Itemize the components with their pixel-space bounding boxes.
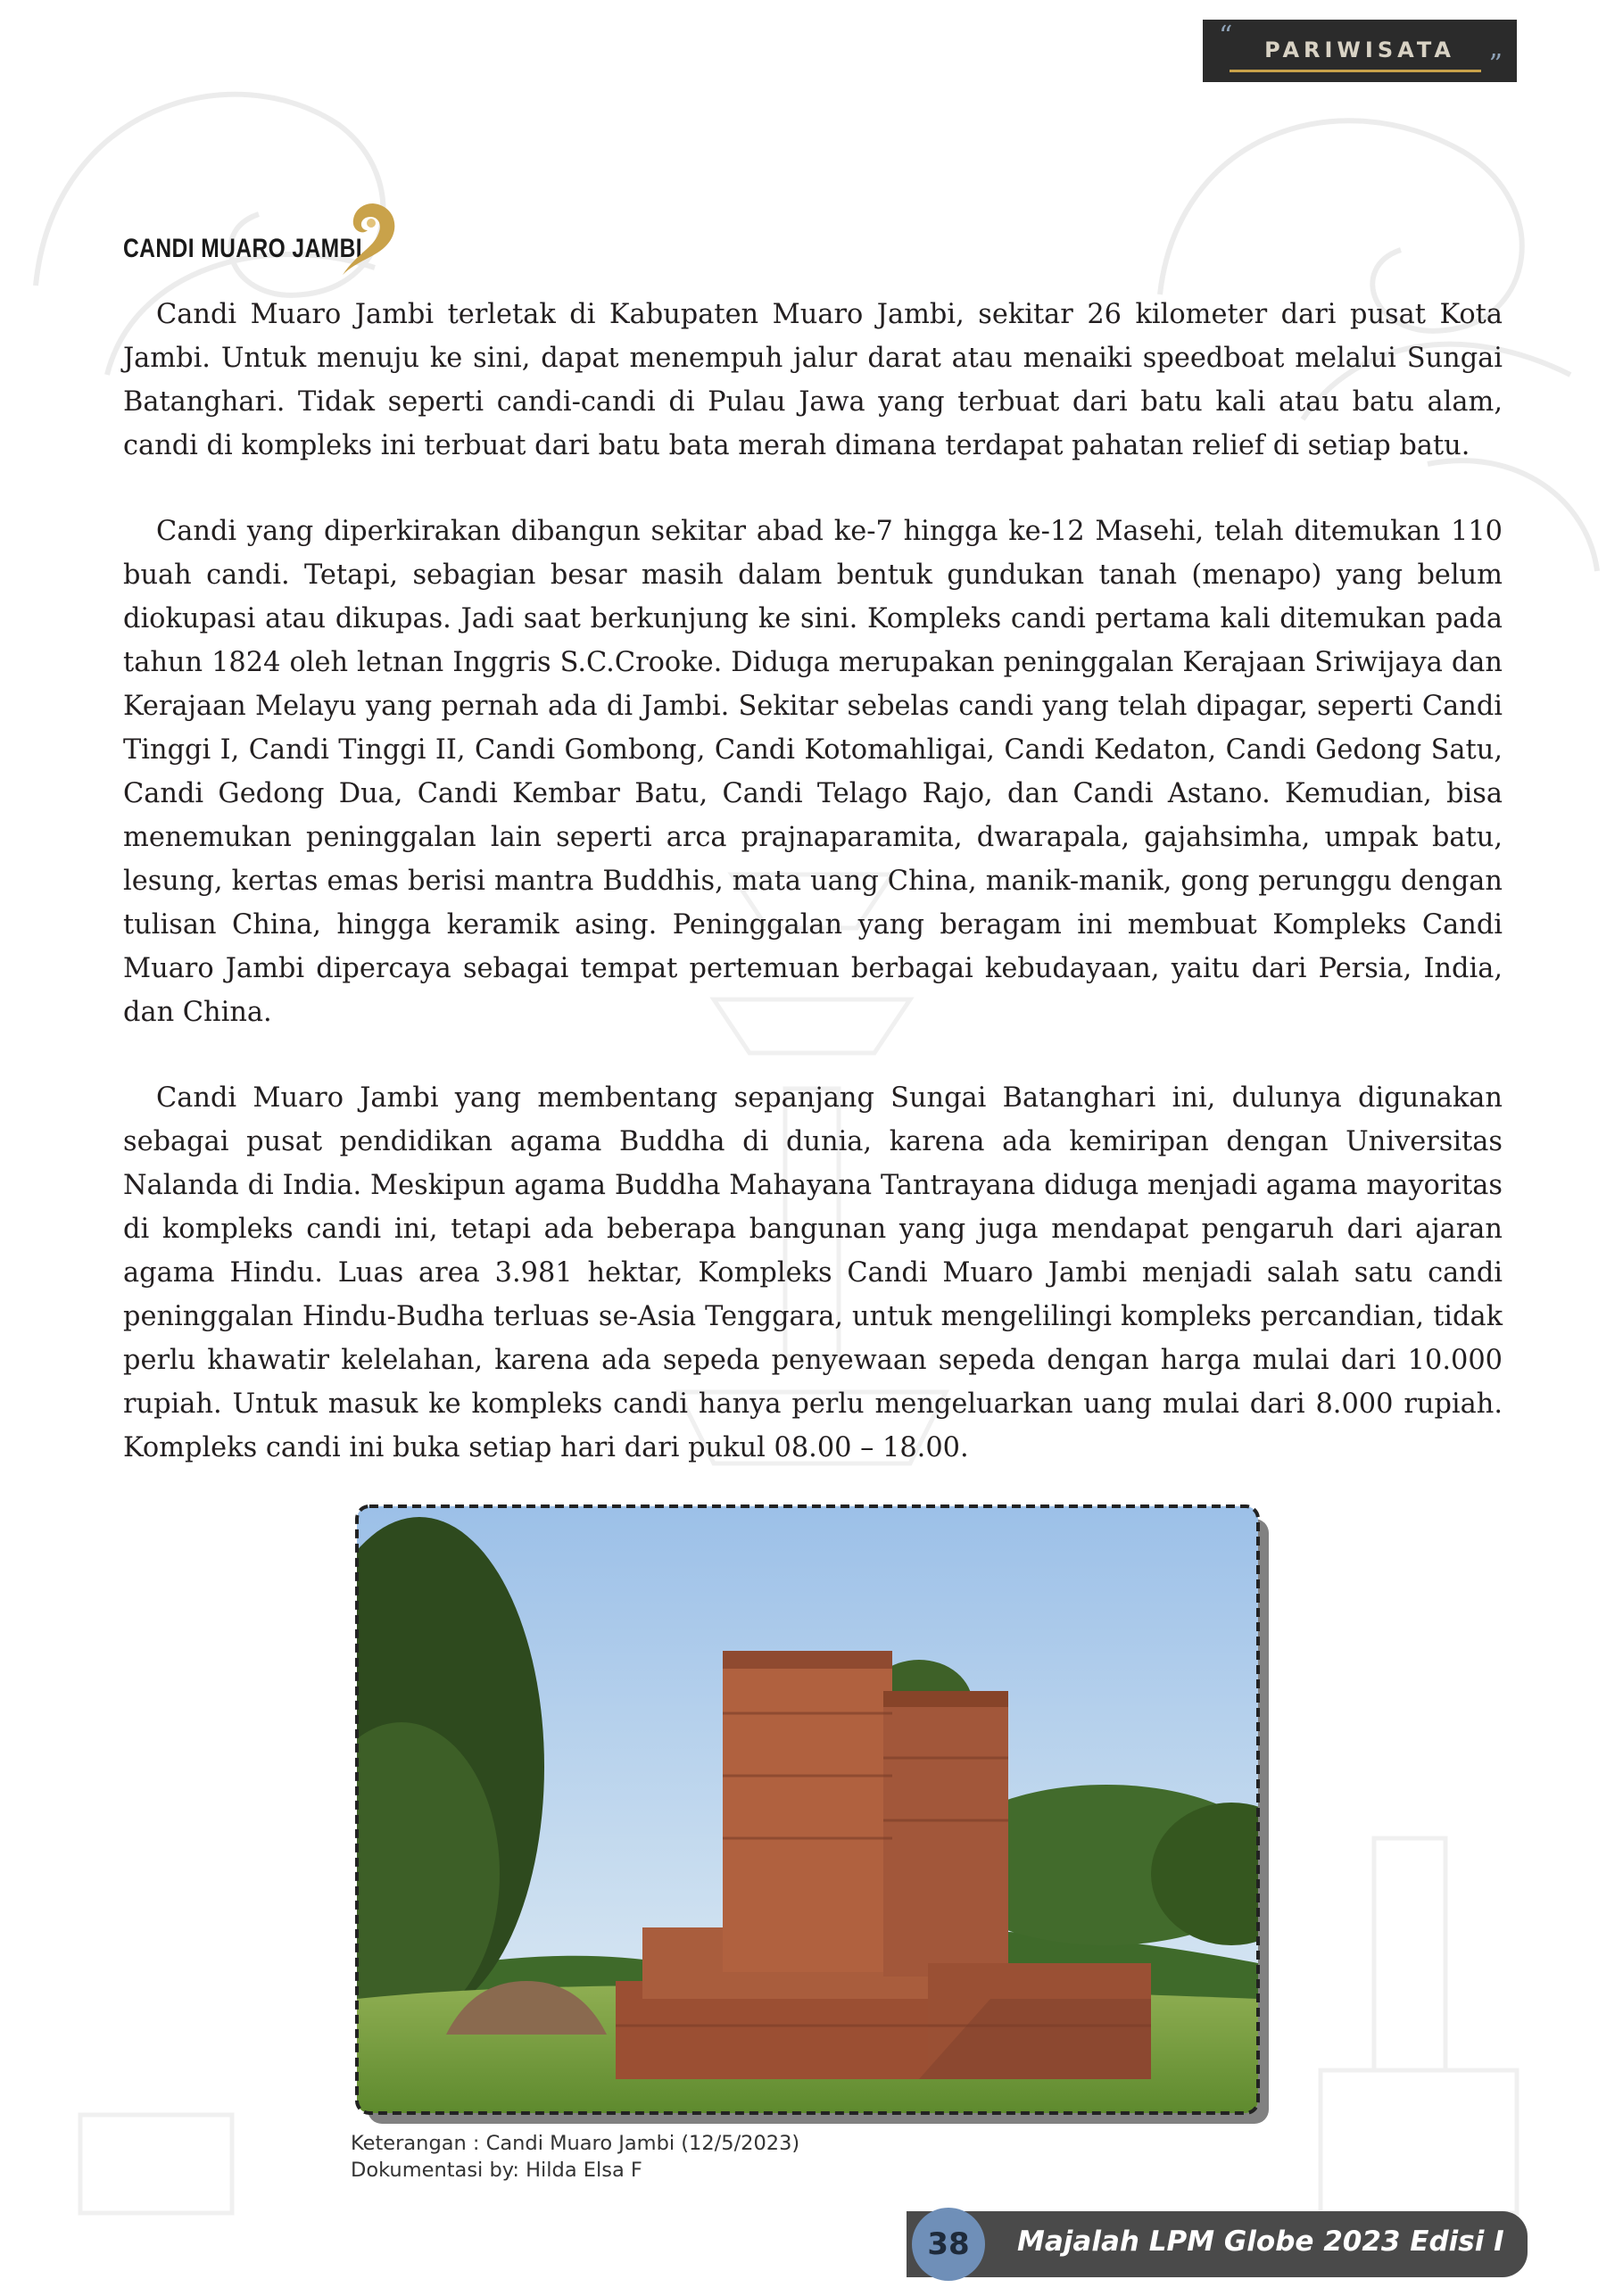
section-tag-rule	[1230, 70, 1481, 72]
swirl-ornament-icon	[330, 198, 403, 280]
section-tag	[1203, 20, 1517, 82]
magazine-title: Majalah LPM Globe 2023 Edisi I	[1017, 2226, 1504, 2258]
temple-photo	[348, 1499, 1272, 2126]
paragraph-1: Candi Muaro Jambi terletak di Kabupaten Muaro Jambi, sekitar 26 kilometer dari pusat Kota Jambi. Untuk menuju ke sini, dapat menempuh jalur darat atau menaiki speedboat melalui Sungai Batanghari. Tidak seperti candi-candi di Pulau Jawa yang terbuat dari batu kali atau batu alam, candi di kompleks ini terbuat dari batu bata merah dimana terdapat pahatan relief di setiap batu.	[123, 299, 1503, 461]
open-quote-icon: “	[1219, 21, 1233, 52]
caption-description: Keterangan : Candi Muaro Jambi (12/5/2023)	[351, 2132, 800, 2155]
page-number: 38	[912, 2208, 985, 2281]
article-heading: CANDI MUARO JAMBI	[123, 234, 362, 263]
photo-caption	[351, 2130, 799, 2184]
close-quote-icon: ”	[1488, 49, 1503, 80]
caption-credit: Dokumentasi by: Hilda Elsa F	[351, 2159, 642, 2182]
paragraph-3: Candi Muaro Jambi yang membentang sepanjang Sungai Batanghari ini, dulunya digunakan sebagai pusat pendidikan agama Buddha di dunia, karena ada kemiripan dengan Universitas Nalanda di India. Meskipun agama Buddha Mahayana Tantrayana diduga menjadi agama mayoritas di kompleks candi ini, tetapi ada beberapa bangunan yang juga mendapat pengaruh dari ajaran agama Hindu. Luas area 3.981 hektar, Kompleks Candi Muaro Jambi menjadi salah satu candi peninggalan Hindu-Budha terluas se-Asia Tenggara, untuk mengelilingi kompleks percandian, tidak perlu khawatir kelelahan, karena ada sepeda penyewaan sepeda dengan harga mulai dari 10.000 rupiah. Untuk masuk ke kompleks candi hanya perlu mengeluarkan uang mulai dari 8.000 rupiah. Kompleks candi ini buka setiap hari dari pukul 08.00 – 18.00.	[123, 1082, 1503, 1463]
article-body	[123, 293, 1503, 1512]
paragraph-2: Candi yang diperkirakan dibangun sekitar abad ke-7 hingga ke-12 Masehi, telah ditemukan 110 buah candi. Tetapi, sebagian besar masih dalam bentuk gundukan tanah (menapo) yang belum diokupasi atau dikupas. Jadi saat berkunjung ke sini. Kompleks candi pertama kali ditemukan pada tahun 1824 oleh letnan Inggris S.C.Crooke. Diduga merupakan peninggalan Kerajaan Sriwijaya dan Kerajaan Melayu yang pernah ada di Jambi. Sekitar sebelas candi yang telah dipagar, seperti Candi Tinggi I, Candi Tinggi II, Candi Gombong, Candi Kotomahligai, Candi Kedaton, Candi Gedong Satu, Candi Gedong Dua, Candi Kembar Batu, Candi Telago Rajo, dan Candi Astano. Kemudian, bisa menemukan peninggalan lain seperti arca prajnaparamita, dwarapala, gajahsimha, umpak batu, lesung, kertas emas berisi mantra Buddhis, mata uang China, manik-manik, gong perunggu dengan tulisan China, hingga keramik asing. Peninggalan yang beragam ini membuat Kompleks Candi Muaro Jambi dipercaya sebagai tempat pertemuan berbagai kebudayaan, yaitu dari Persia, India, dan China.	[123, 516, 1503, 1028]
section-label: PARIWISATA	[1264, 37, 1455, 62]
